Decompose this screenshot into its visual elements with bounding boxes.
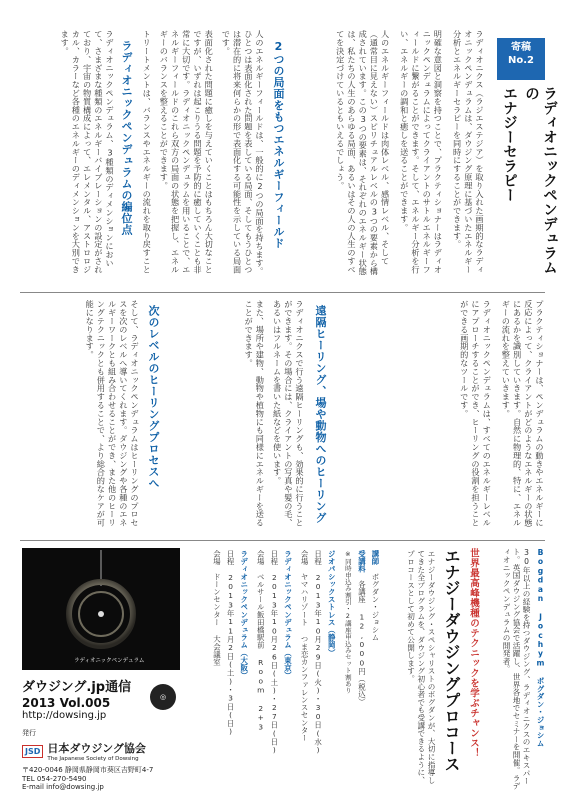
newsletter-name: ダウジング.jp通信 <box>22 680 132 695</box>
article-title-line1: ラディオニックペンデュラムの <box>523 86 557 275</box>
course-headline: 世界最高峰機種のテクニックを学ぶチャンス！ <box>468 548 479 758</box>
course-intro: エナジーダウジング・スペシャリストのボグダンが、大切に指導してきた全プログラムを、ダウジング初心者でも受講できるように、プロコースとして初めて公開します。 <box>406 550 436 784</box>
course-title: エナジーダウジングプロコース <box>442 548 461 772</box>
intro-body: ラディオニクス（ラジエステジア）を取り入れた画期的なラディオニックペンデュラムは、ダウジング原理に基づいたエネルギー分析とエネルギーセラピーを同時にすることができます。 明確な意図と洞察を持つことで、プラクティショナーはラディオニックペンデュラムによってクライアントのサトルエネルギーフィールドに繋がることができます。そして、エネルギー分析を行い、エネルギーの調和と癒しを送ることができます。 人のエネルギーフィールドは肉体レベル、感情レベル、そして（通常目に見えない）スピリチュアルレベルの3つの要素から構成されています。この3つの要素は、それぞれのエネルギー状態は、私たちの人生のあらゆる局面、あるいはその人の人生のすべてを決定づけているともいえるでしょう。 <box>335 30 485 276</box>
session-date: 2013年10月29日(火)・30日(水) <box>313 572 323 755</box>
course-details: 講師 ボグダン・ジョシム 受講料 各講座 12,000円（税込） ※同時申込み割引・2講座申込みセット割あり ジオパシックストレス（静岡） 日程 2013年10月29日(火)・30日(水) 会場 ヤマハリゾート つま恋カンファレンスセンター ラディオニックペンデュラム（東京） 日程 2013年10月26日(土)・27日(日) 会場 ベルサール飯田橋駅前 Room 2+3 ラディオニックペンデュラム（大阪） 日程 2013年11月2日(土)・3日(日) 会場 ドーンセンター 大会議室 <box>188 550 380 790</box>
article-tag <box>497 38 545 80</box>
instructor-label: 講師 <box>371 550 380 566</box>
jsd-logo: JSD <box>22 745 43 758</box>
section-heading-remote-healing: 遠隔ヒーリング、場や動物へのヒーリング <box>314 305 327 524</box>
energy-field-body: 人のエネルギーフィールドは、一般的に2つの局面を持ちます。ひとつは表面化された問題を表している局面、そしてもうひとつは潜在的に将来何らかの形で表面化する可能性を示している局面です。 表面化された問題に癒しを与えていくことはもちろん大切なことですが、いずれは起こりうる問題を予防的に癒していくことも非常に大切です。ラディオニックペンデュラムを用いることで、エネルギーフィールドのこれら双方の局面の状態を把握し、エネルギーのバランスを整えることができます。 トリートメントは、バランスやエネルギーの流れを取り戻すこと <box>142 30 265 276</box>
newsletter-url[interactable]: http://dowsing.jp <box>22 710 107 721</box>
pendulum-caption: ラディオニックペンデュラム <box>74 658 145 664</box>
article-title-line2: エナジーセラピー <box>501 86 517 202</box>
session-date: 2013年11月2日(土)・3日(日) <box>226 572 236 737</box>
fee-note: ※同時申込み割引・2講座申込みセット割あり <box>343 550 352 694</box>
author-bio: Bogdan Jochym ボグダン・ジョシム 30年以上の経験を持つダウジング、ラディオニクスのエキスパート。英国ダウジング協会で活躍し、世界各地でセミナーを開催。ラディオニックペンデュラムの開発者。 <box>502 548 545 790</box>
org-name: 日本ダウジング協会 <box>47 742 146 755</box>
fee-value: 各講座 12,000円（税込） <box>357 580 367 706</box>
pendulum-body: ラディオニックペンデュラム、3種類のディメンションにおいて、さまざまな種類のエネルギーバイブレーションの設定がされており、宇宙の物質構成によって、エレメンタル、アストロロジカル、カラーなど各種のエネルギーのディメンションを大別できます。 <box>60 30 115 274</box>
instructor-value: ボグダン・ジョシム <box>371 572 380 642</box>
org-address: 〒420-0046 静岡県静岡市葵区吉野町4-7 <box>22 766 154 774</box>
horizontal-divider <box>20 292 545 293</box>
publisher-label: 発行 <box>22 729 36 737</box>
seal-icon: ◎ <box>150 684 176 710</box>
remote-healing-body: ラディオニクスで行う遠隔ヒーリングも、効果的に行うことができます。その場合には、クライアントの写真や髪の毛、あるいはフルネームを書いた紙などを使います。 また、場所や建物、動物や植物にも同様にエネルギーを送ることができます。 <box>244 300 305 527</box>
pendulum-icon <box>22 548 180 670</box>
org-tel: TEL 054-270-5490 <box>22 775 87 783</box>
next-level-body: そして、ラディオニックペンデュラムはヒーリングのプロセスを次のレベルへ導いてくれます。ダウジングや各種のエネルギーワークとも組み合わせることができ、また他のヒーリングテクニックとも併用することで、より総合的なケアが可能になります。 <box>85 300 140 527</box>
org-name-en: The Japanese Society of Dowsing <box>47 756 139 762</box>
tag-label: 寄稿 <box>511 42 531 53</box>
masthead <box>22 676 180 721</box>
tag-number: No.2 <box>508 55 534 66</box>
section-heading-pendulum: ラディオニックペンデュラムの編位点 <box>120 40 133 236</box>
newsletter-vol: 2013 Vol.005 <box>22 696 111 710</box>
session-venue: ヤマハリゾート つま恋カンファレンスセンター <box>300 572 310 742</box>
pendulum-photo <box>22 548 180 670</box>
session-name: ジオパシックストレス（静岡） <box>327 550 337 657</box>
section-heading-energy-field: 2つの局面をもつエネルギーフィールド <box>272 40 285 249</box>
publisher-block <box>22 728 180 798</box>
practitioner-body: プラクティショナーは、ペンデュラムの動きやエネルギーに反応によって、クライアントがどのようなエネルギーの状態にあるかを識別していきます。自然に物理的、特に、エネルギーの流れを整えていきます。 ラディオニックペンデュラムは、すべてのエネルギーレベルにアプローチすることができ、ヒーリングの役割を担うことができる画期的なツールです。 <box>459 300 545 527</box>
section-heading-next-level: 次のレベルのヒーリングプロセスへ <box>147 305 160 489</box>
session-name: ラディオニックペンデュラム（大阪） <box>239 550 249 680</box>
session-venue: ベルサール飯田橋駅前 Room 2+3 <box>256 572 266 732</box>
fee-label: 受講料 <box>357 550 367 573</box>
session-name: ラディオニックペンデュラム（東京） <box>283 550 293 680</box>
session-venue: ドーンセンター 大会議室 <box>212 572 222 666</box>
org-email[interactable]: E-mail info@dowsing.jp <box>22 783 104 791</box>
horizontal-divider-2 <box>20 540 545 541</box>
session-date: 2013年10月26日(土)・27日(日) <box>269 572 279 755</box>
